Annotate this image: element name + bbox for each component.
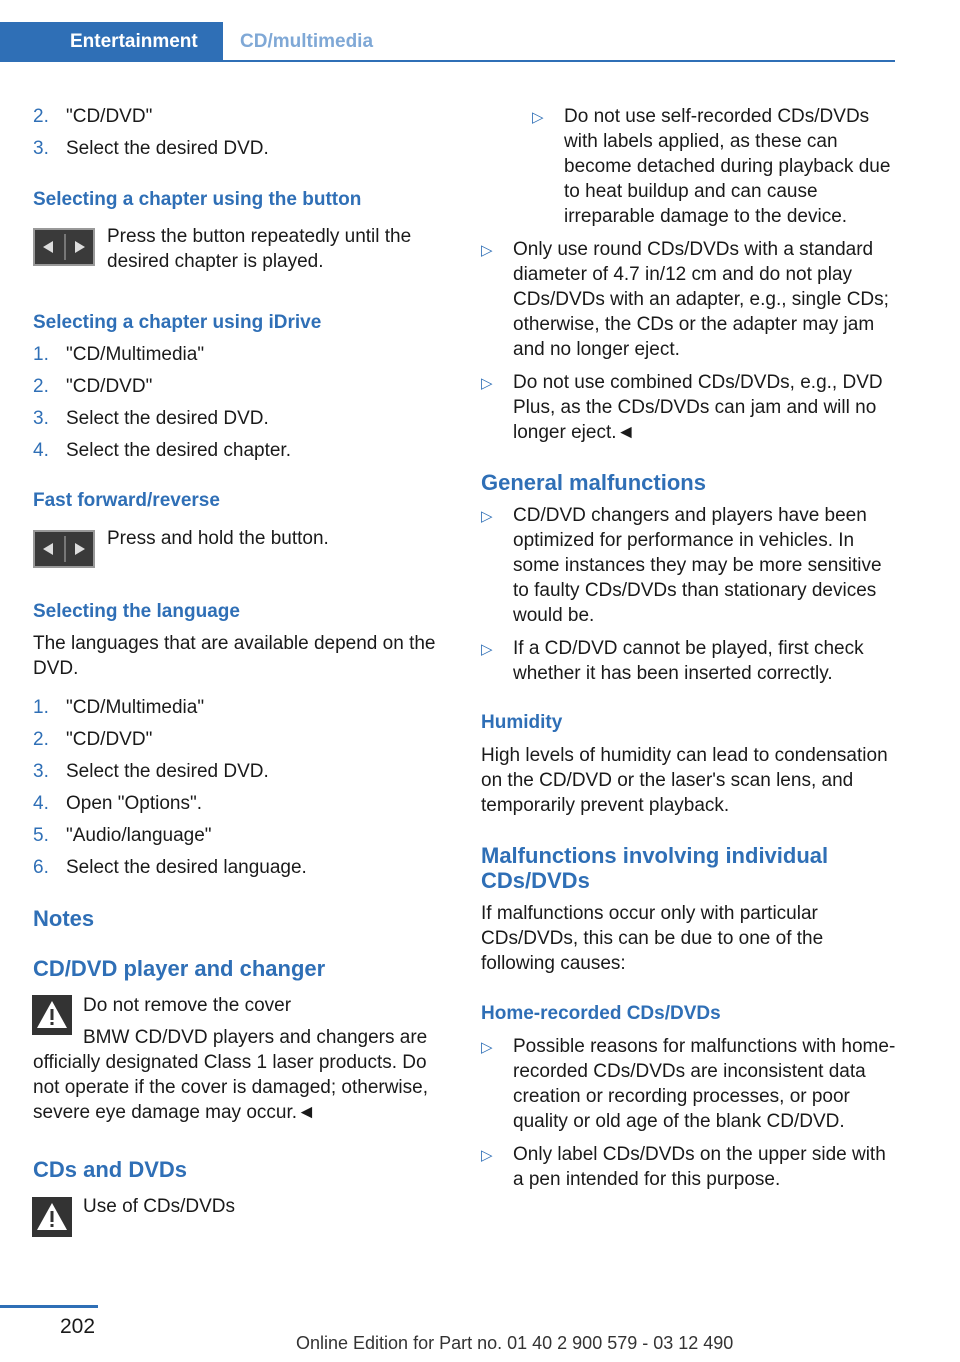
bullet-text: Do not use self-recorded CDs/DVDs with labels applied, as these can become detached during playback due to heat buildup and can cause irreparable damage to the device. [564,106,891,227]
language-text: The languages that are available depend on the DVD. [33,633,436,679]
warning-text-line1: BMW CD/DVD players and changers are [83,1027,428,1048]
step-text: "CD/DVD" [66,106,153,127]
edition-footer: Online Edition for Part no. 01 40 2 900 579 - 03 12 490 [296,1333,734,1353]
step-list-b [33,342,453,470]
list-item [33,759,453,791]
step-number: 1. [33,344,49,365]
bullet-triangle-icon: ▷ [481,508,493,525]
list-item [33,374,453,406]
individual-text: If malfunctions occur only with particular CDs/DVDs, this can be due to one of the following causes: [481,903,824,974]
bullet-triangle-icon: ▷ [532,109,544,126]
list-item [33,438,453,470]
step-number: 3. [33,761,49,782]
step-text: Select the desired DVD. [66,138,269,159]
step-number: 4. [33,440,49,461]
heading-individual-malfunctions: Malfunctions involving individual CDs/DVDs [481,843,829,893]
bullet-text: Possible reasons for malfunctions with home-recorded CDs/DVDs are inconsistent data creation or recording processes, or poor quality or old age of the blank CD/DVD. [513,1036,896,1132]
step-number: 1. [33,697,49,718]
skip-button-icon [33,228,95,266]
heading-notes: Notes [33,906,95,931]
heading-humidity: Humidity [481,712,563,733]
bullet-triangle-icon: ▷ [481,1039,493,1056]
heading-chapter-idrive: Selecting a chapter using iDrive [33,312,322,333]
step-number: 2. [33,106,49,127]
step-text: Select the desired DVD. [66,408,269,429]
step-text: Select the desired chapter. [66,440,291,461]
step-text: "CD/DVD" [66,729,153,750]
subsection-tab: CD/multimedia [240,31,374,52]
bullet-text: Do not use combined CDs/DVDs, e.g., DVD Plus, as the CDs/DVDs can jam and will no longer eject.◄ [513,372,883,443]
list-item [33,855,453,887]
step-text: Select the desired language. [66,857,307,878]
list-item [33,695,453,727]
list-item [33,342,453,374]
fast-forward-text: Press and hold the button. [107,528,329,549]
step-number: 3. [33,408,49,429]
step-text: "Audio/language" [66,825,212,846]
list-item [33,791,453,823]
warning-title-use: Use of CDs/DVDs [83,1196,236,1217]
step-text: "CD/Multimedia" [66,697,205,718]
bullet-text: Only use round CDs/DVDs with a standard diameter of 4.7 in/12 cm and do not play CDs/DVDs with an adapter, e.g., single CDs; otherwise, the CDs or the adapter may jam and no longer eject. [513,239,889,360]
heading-language: Selecting the language [33,601,240,622]
list-item [33,406,453,438]
step-text: Open "Options". [66,793,203,814]
step-number: 6. [33,857,49,878]
humidity-text: High levels of humidity can lead to condensation on the CD/DVD or the laser's scan lens, and temporarily prevent playback. [481,745,888,816]
warning-title-cover: Do not remove the cover [83,995,292,1016]
heading-fast-forward: Fast forward/reverse [33,490,220,511]
section-tab: Entertainment [0,22,223,62]
list-item [33,727,453,759]
heading-cds-dvds: CDs and DVDs [33,1157,188,1182]
step-text: "CD/Multimedia" [66,344,205,365]
heading-general-malfunctions: General malfunctions [481,470,706,495]
bullet-text: CD/DVD changers and players have been optimized for performance in vehicles. In some instances they may be more sensitive to faulty CDs/DVDs than stationary devices would be. [513,505,882,626]
bullet-triangle-icon: ▷ [481,242,493,259]
heading-chapter-button: Selecting a chapter using the button [33,189,362,210]
step-number: 2. [33,729,49,750]
step-list-a [33,104,453,168]
bullet-triangle-icon: ▷ [481,1147,493,1164]
step-list-c [33,695,453,887]
bullet-triangle-icon: ▷ [481,641,493,658]
bullet-text: Only label CDs/DVDs on the upper side with a pen intended for this purpose. [513,1144,886,1190]
chapter-button-text: Press the button repeatedly until the desired chapter is played. [107,226,412,272]
page-number-rule [0,1305,98,1308]
step-text: Select the desired DVD. [66,761,269,782]
list-item [33,136,453,168]
step-number: 2. [33,376,49,397]
warning-text-rest: officially designated Class 1 laser products. Do not operate if the cover is damaged; otherwise, severe eye damage may occur.◄ [33,1052,429,1123]
skip-button-icon [33,530,95,568]
step-number: 3. [33,138,49,159]
step-number: 5. [33,825,49,846]
warning-icon [32,995,72,1035]
heading-home-recorded: Home-recorded CDs/DVDs [481,1003,721,1024]
bullet-text: If a CD/DVD cannot be played, first check whether it has been inserted correctly. [513,638,864,684]
bullet-triangle-icon: ▷ [481,375,493,392]
list-item [33,104,453,136]
list-item [33,823,453,855]
page-header [0,22,895,62]
warning-icon [32,1197,72,1237]
heading-player-changer: CD/DVD player and changer [33,956,326,981]
page-number: 202 [60,1315,96,1338]
header-rule [223,60,895,62]
step-number: 4. [33,793,49,814]
step-text: "CD/DVD" [66,376,153,397]
